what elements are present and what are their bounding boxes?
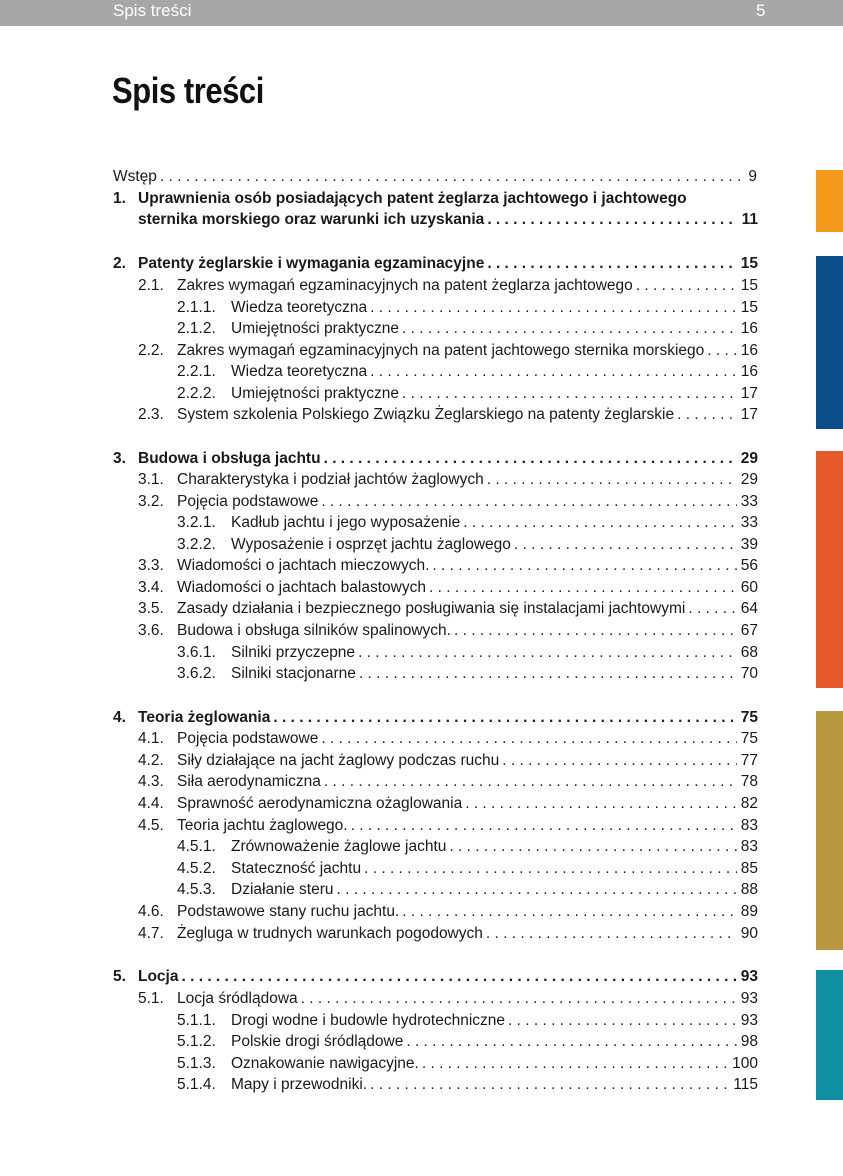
toc-entry-page: 39 <box>740 536 758 553</box>
toc-leader-dots <box>429 577 737 598</box>
toc-entry-subsection[interactable] <box>177 534 758 555</box>
toc-entry-subsection[interactable] <box>177 1031 758 1052</box>
toc-entry-page: 70 <box>740 665 758 682</box>
toc-leader-dots <box>402 383 737 404</box>
section-tab-blue <box>816 256 843 429</box>
toc-entry-section[interactable] <box>138 491 758 512</box>
toc-leader-dots <box>406 1031 736 1052</box>
toc-entry-section[interactable] <box>138 620 758 641</box>
toc-entry-section[interactable] <box>138 793 758 814</box>
toc-leader-dots <box>321 728 736 749</box>
toc-entry-page: 17 <box>740 406 758 423</box>
toc-entry-subsection[interactable] <box>177 361 758 382</box>
toc-entry-page: 11 <box>741 211 758 228</box>
toc-entry-page: 100 <box>732 1055 758 1072</box>
toc-entry-text: Zasady działania i bezpiecznego posługiwania się instalacjami jachtowymi <box>177 600 686 617</box>
toc-entry-number: 2.1. <box>138 277 164 294</box>
toc-leader-dots <box>324 771 737 792</box>
toc-entry-number: 2.2. <box>138 342 164 359</box>
toc-leader-dots <box>337 879 737 900</box>
toc-entry-text: System szkolenia Polskiego Związku Żeglarskiego na patenty żeglarskie <box>177 406 675 423</box>
toc-entry-subsection[interactable] <box>177 642 758 663</box>
toc-entry-chapter[interactable] <box>113 966 758 987</box>
toc-entry-number: 4. <box>113 709 126 726</box>
toc-entry-text: Uprawnienia osób posiadających patent żeglarza jachtowego i jachtowego <box>138 190 687 207</box>
toc-entry-page: 68 <box>740 644 758 661</box>
toc-entry-text: Teoria żeglowania <box>138 709 271 726</box>
toc-leader-dots <box>324 448 737 469</box>
toc-entry-text: Wiadomości o jachtach balastowych <box>177 579 426 596</box>
toc-entry-number: 5. <box>113 968 126 985</box>
toc-entry-subsection[interactable] <box>177 1010 758 1031</box>
toc-entry-page: 16 <box>740 363 758 380</box>
toc-entry-text: Sprawność aerodynamiczna ożaglowania <box>177 795 463 812</box>
toc-entry-number: 2.3. <box>138 406 164 423</box>
toc-leader-dots <box>370 297 737 318</box>
toc-entry-text: Wyposażenie i osprzęt jachtu żaglowego <box>231 536 511 553</box>
toc-entry-section[interactable] <box>138 728 758 749</box>
toc-leader-dots <box>351 815 737 836</box>
toc-entry-text: Budowa i obsługa jachtu <box>138 450 321 467</box>
toc-entry-page: 16 <box>740 342 758 359</box>
toc-entry-page: 75 <box>740 709 758 726</box>
toc-leader-dots <box>432 555 736 576</box>
toc-entry-number: 3.1. <box>138 471 164 488</box>
toc-entry-page: 90 <box>740 925 758 942</box>
toc-entry-page: 98 <box>740 1033 758 1050</box>
toc-leader-dots <box>364 858 737 879</box>
toc-entry-section[interactable] <box>138 988 758 1009</box>
toc-entry-page: 75 <box>740 730 758 747</box>
toc-entry-text: Siła aerodynamiczna <box>177 773 321 790</box>
toc-entry-section[interactable] <box>138 577 758 598</box>
toc-leader-dots <box>359 663 737 684</box>
toc-entry-number: 4.5. <box>138 817 164 834</box>
toc-entry-text: Patenty żeglarskie i wymagania egzaminacyjne <box>138 255 485 272</box>
toc-leader-dots <box>358 642 737 663</box>
toc-entry-page: 60 <box>740 579 758 596</box>
toc-entry-number: 3.5. <box>138 600 164 617</box>
toc-entry-number: 4.6. <box>138 903 164 920</box>
toc-entry-text: Mapy i przewodniki. <box>231 1076 368 1093</box>
toc-entry-page: 33 <box>740 514 758 531</box>
toc-leader-dots <box>707 340 736 361</box>
toc-entry-page: 83 <box>740 838 758 855</box>
toc-entry-section[interactable] <box>138 750 758 771</box>
toc-entry-number: 3.4. <box>138 579 164 596</box>
toc-entry-subsection[interactable] <box>177 383 758 404</box>
toc-entry-text: Pojęcia podstawowe <box>177 730 319 747</box>
toc-entry-subsection[interactable] <box>177 663 758 684</box>
toc-leader-dots <box>301 988 737 1009</box>
toc-entry-text: Kadłub jachtu i jego wyposażenie <box>231 514 461 531</box>
toc-entry-page: 89 <box>740 903 758 920</box>
toc-leader-dots <box>370 1074 729 1095</box>
toc-entry-section[interactable] <box>138 923 758 944</box>
toc-entry-number: 3.6.1. <box>177 644 216 661</box>
toc-entry-number: 3.2.1. <box>177 514 216 531</box>
toc-entry-page: 56 <box>740 557 758 574</box>
toc-entry-text: Teoria jachtu żaglowego. <box>177 817 348 834</box>
toc-entry-page: 64 <box>740 600 758 617</box>
toc-entry-number: 5.1.4. <box>177 1076 216 1093</box>
toc-entry-text: Budowa i obsługa silników spalinowych. <box>177 622 451 639</box>
toc-entry-text: Umiejętności praktyczne <box>231 385 399 402</box>
toc-entry-subsection[interactable] <box>177 1074 758 1095</box>
toc-leader-dots <box>273 707 736 728</box>
toc-entry-chapter[interactable] <box>113 253 758 274</box>
toc-entry-subsection[interactable] <box>177 297 758 318</box>
toc-entry-number: 4.7. <box>138 925 164 942</box>
toc-entry-page: 82 <box>740 795 758 812</box>
toc-entry-number: 4.4. <box>138 795 164 812</box>
toc-entry-chapter-1-line-1[interactable] <box>113 188 687 209</box>
toc-entry-page: 29 <box>740 450 758 467</box>
toc-entry-text: Charakterystyka i podział jachtów żaglowych <box>177 471 484 488</box>
toc-entry-number: 4.3. <box>138 773 164 790</box>
toc-leader-dots <box>636 275 737 296</box>
toc-leader-dots <box>487 253 736 274</box>
toc-entry-text: Wstęp <box>113 168 157 185</box>
toc-entry-text: Locja śródlądowa <box>177 990 298 1007</box>
toc-entry-text: Umiejętności praktyczne <box>231 320 399 337</box>
toc-entry-subsection[interactable] <box>177 512 758 533</box>
section-tab-teal <box>816 970 843 1100</box>
toc-entry-page: 85 <box>740 860 758 877</box>
toc-entry-number: 3.6. <box>138 622 164 639</box>
toc-entry-number: 2. <box>113 255 126 272</box>
toc-entry-text: Wiedza teoretyczna <box>231 363 368 380</box>
toc-entry-text: Zakres wymagań egzaminacyjnych na patent żeglarza jachtowego <box>177 277 633 294</box>
toc-leader-dots <box>487 209 737 230</box>
toc-entry-text: Wiedza teoretyczna <box>231 299 368 316</box>
toc-entry-subsection[interactable] <box>177 318 758 339</box>
toc-entry-page: 17 <box>740 385 758 402</box>
toc-leader-dots <box>370 361 737 382</box>
toc-entry-text: Pojęcia podstawowe <box>177 493 319 510</box>
toc-entry-section[interactable] <box>138 275 758 296</box>
toc-entry-text: Zrównoważenie żaglowe jachtu <box>231 838 447 855</box>
toc-entry-page: 9 <box>748 168 757 185</box>
toc-entry-page: 15 <box>740 299 758 316</box>
toc-entry-section[interactable] <box>138 340 758 361</box>
toc-entry-number: 2.2.2. <box>177 385 216 402</box>
toc-leader-dots <box>463 512 737 533</box>
toc-entry-page: 93 <box>740 1012 758 1029</box>
toc-entry-number: 3.6.2. <box>177 665 216 682</box>
toc-entry-text: Drogi wodne i budowle hydrotechniczne <box>231 1012 505 1029</box>
toc-entry-number: 2.1.2. <box>177 320 216 337</box>
section-tab-orange <box>816 170 843 232</box>
toc-entry-number: 5.1.1. <box>177 1012 216 1029</box>
toc-entry-intro[interactable] <box>113 166 757 187</box>
toc-entry-chapter[interactable] <box>113 707 758 728</box>
toc-entry-chapter-1-line-2[interactable] <box>138 209 758 230</box>
toc-entry-section[interactable] <box>138 404 758 425</box>
toc-entry-text: Oznakowanie nawigacyjne. <box>231 1055 419 1072</box>
toc-entry-section[interactable] <box>138 598 758 619</box>
toc-entry-subsection[interactable] <box>177 879 758 900</box>
toc-entry-page: 15 <box>740 277 758 294</box>
toc-entry-page: 93 <box>740 990 758 1007</box>
toc-entry-text: sternika morskiego oraz warunki ich uzyskania <box>138 211 485 228</box>
toc-entry-text: Locja <box>138 968 179 985</box>
toc-entry-number: 5.1.2. <box>177 1033 216 1050</box>
toc-entry-page: 16 <box>740 320 758 337</box>
toc-leader-dots <box>486 923 737 944</box>
toc-entry-number: 1. <box>113 190 126 207</box>
toc-entry-number: 3.2.2. <box>177 536 216 553</box>
toc-entry-text: Podstawowe stany ruchu jachtu. <box>177 903 400 920</box>
toc-entry-number: 4.5.1. <box>177 838 216 855</box>
toc-leader-dots <box>321 491 736 512</box>
toc-entry-page: 77 <box>740 752 758 769</box>
toc-entry-text: Działanie steru <box>231 881 334 898</box>
running-header-title: Spis treści <box>113 1 192 20</box>
toc-leader-dots <box>454 620 737 641</box>
toc-entry-section[interactable] <box>138 555 758 576</box>
toc-entry-section[interactable] <box>138 771 758 792</box>
page-title: Spis treści <box>112 70 264 111</box>
toc-entry-page: 67 <box>740 622 758 639</box>
toc-leader-dots <box>181 966 736 987</box>
toc-entry-section[interactable] <box>138 815 758 836</box>
toc-entry-number: 3.3. <box>138 557 164 574</box>
toc-leader-dots <box>688 598 736 619</box>
section-tab-gold <box>816 711 843 950</box>
toc-entry-page: 15 <box>740 255 758 272</box>
toc-leader-dots <box>402 318 737 339</box>
running-header-page-number: 5 <box>756 1 766 20</box>
toc-leader-dots <box>422 1053 728 1074</box>
toc-entry-chapter[interactable] <box>113 448 758 469</box>
toc-entry-page: 115 <box>733 1076 758 1093</box>
toc-entry-number: 4.5.3. <box>177 881 216 898</box>
toc-entry-number: 4.5.2. <box>177 860 216 877</box>
toc-entry-text: Wiadomości o jachtach mieczowych. <box>177 557 430 574</box>
running-header <box>0 0 843 26</box>
toc-entry-section[interactable] <box>138 469 758 490</box>
toc-entry-section[interactable] <box>138 901 758 922</box>
toc-entry-text: Polskie drogi śródlądowe <box>231 1033 404 1050</box>
toc-leader-dots <box>465 793 737 814</box>
section-tab-red-orange <box>816 451 843 688</box>
toc-entry-number: 4.1. <box>138 730 164 747</box>
toc-entry-number: 2.1.1. <box>177 299 216 316</box>
toc-entry-text: Silniki stacjonarne <box>231 665 356 682</box>
toc-entry-page: 78 <box>740 773 758 790</box>
toc-entry-number: 3. <box>113 450 126 467</box>
toc-entry-text: Zakres wymagań egzaminacyjnych na patent jachtowego sternika morskiego <box>177 342 705 359</box>
toc-entry-number: 2.2.1. <box>177 363 216 380</box>
toc-entry-number: 5.1. <box>138 990 164 1007</box>
toc-entry-subsection[interactable] <box>177 836 758 857</box>
toc-entry-text: Żegluga w trudnych warunkach pogodowych <box>177 925 483 942</box>
toc-entry-number: 3.2. <box>138 493 164 510</box>
toc-entry-page: 83 <box>740 817 758 834</box>
toc-entry-subsection[interactable] <box>177 858 758 879</box>
toc-entry-page: 33 <box>740 493 758 510</box>
toc-leader-dots <box>677 404 737 425</box>
toc-leader-dots <box>487 469 737 490</box>
toc-leader-dots <box>160 166 744 187</box>
toc-entry-subsection[interactable] <box>177 1053 758 1074</box>
toc-leader-dots <box>514 534 737 555</box>
toc-leader-dots <box>449 836 736 857</box>
toc-entry-page: 93 <box>740 968 758 985</box>
toc-entry-page: 29 <box>740 471 758 488</box>
toc-entry-number: 5.1.3. <box>177 1055 216 1072</box>
toc-leader-dots <box>502 750 737 771</box>
toc-leader-dots <box>402 901 736 922</box>
toc-entry-text: Stateczność jachtu <box>231 860 362 877</box>
toc-entry-text: Silniki przyczepne <box>231 644 356 661</box>
toc-entry-page: 88 <box>740 881 758 898</box>
toc-entry-number: 4.2. <box>138 752 164 769</box>
toc-leader-dots <box>508 1010 737 1031</box>
toc-entry-text: Siły działające na jacht żaglowy podczas ruchu <box>177 752 500 769</box>
